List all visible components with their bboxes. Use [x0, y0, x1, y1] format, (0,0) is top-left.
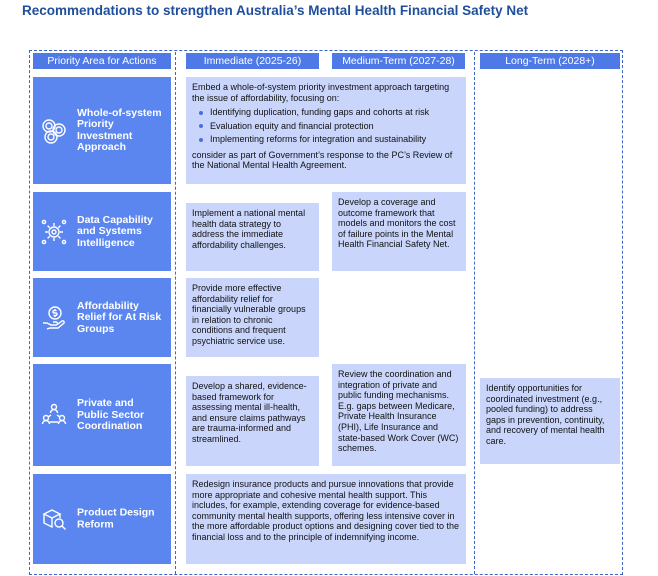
- list-item: Evaluation equity and financial protection: [198, 120, 460, 134]
- priority-label: Affordability Relief for At Risk Groups: [77, 299, 162, 335]
- priority-data-capability: [33, 192, 171, 271]
- priority-whole-of-system: [33, 77, 171, 184]
- header-long-term: Long-Term (2028+): [480, 53, 620, 69]
- priority-label: Private and Public Sector Coordination: [77, 396, 145, 432]
- immediate-cell: Develop a shared, evidence-based framework for assessing mental ill-health, and ensure claims pathways are trauma-informed and streamlined.: [186, 376, 319, 466]
- priority-label: Data Capability and Systems Intelligence: [77, 213, 153, 249]
- coins-icon: [41, 118, 67, 144]
- recommendation-intro: Embed a whole-of-system priority investment approach targeting the issue of affordability, focusing on:: [192, 82, 450, 103]
- recommendation-outro: consider as part of Government’s response to the PC’s Review of the National Mental Health Agreement.: [192, 149, 453, 171]
- priority-label: Product Design Reform: [77, 506, 155, 530]
- header-medium-term: Medium-Term (2027-28): [332, 53, 465, 69]
- column-divider: [474, 52, 475, 574]
- column-divider: [175, 52, 176, 574]
- recommendation-span-cell: [186, 77, 466, 184]
- recommendation-bullets: [198, 106, 460, 147]
- immediate-cell: Provide more effective affordability relief for financially vulnerable groups in relation to chronic conditions and frequent psychiatric service use.: [186, 278, 319, 357]
- hand-dollar-icon: [41, 305, 67, 331]
- gear-network-icon: [41, 219, 67, 245]
- long-term-cell: Identify opportunities for coordinated investment (e.g., pooled funding) to address gaps in prevention, continuity, and recovery of mental health care.: [480, 378, 620, 464]
- priority-product-design: [33, 474, 171, 564]
- medium-term-cell: Review the coordination and integration of private and public funding mechanisms. E.g. gaps between Medicare, Private Health Insurance (PHI), Life Insurance and state-based Work Cover (WC) schemes.: [332, 364, 466, 466]
- header-immediate: Immediate (2025-26): [186, 53, 319, 69]
- priority-private-public: [33, 364, 171, 466]
- page-title: Recommendations to strengthen Australia’s Mental Health Financial Safety Net: [22, 3, 529, 18]
- priority-affordability-relief: [33, 278, 171, 357]
- header-priority: Priority Area for Actions: [33, 53, 171, 69]
- priority-label: Whole-of-system Priority Investment Approach: [77, 106, 162, 153]
- recommendation-span-cell: Redesign insurance products and pursue innovations that provide more appropriate and cohesive mental health support. This includes, for example, extending coverage for evidence-based community mental health supports, offering less intensive cover in the more affordable product options and designing cover tied to the financial loss and to the principle of indemnifying income.: [186, 474, 466, 564]
- medium-term-cell: Develop a coverage and outcome framework that models and monitors the cost of failure points in the Mental Health Financial Safety Net.: [332, 192, 466, 271]
- immediate-cell: Implement a national mental health data strategy to address the immediate affordability challenges.: [186, 203, 319, 271]
- list-item: Identifying duplication, funding gaps and cohorts at risk: [198, 106, 460, 120]
- list-item: Implementing reforms for integration and sustainability: [198, 133, 460, 147]
- people-network-icon: [41, 402, 67, 428]
- box-search-icon: [41, 506, 67, 532]
